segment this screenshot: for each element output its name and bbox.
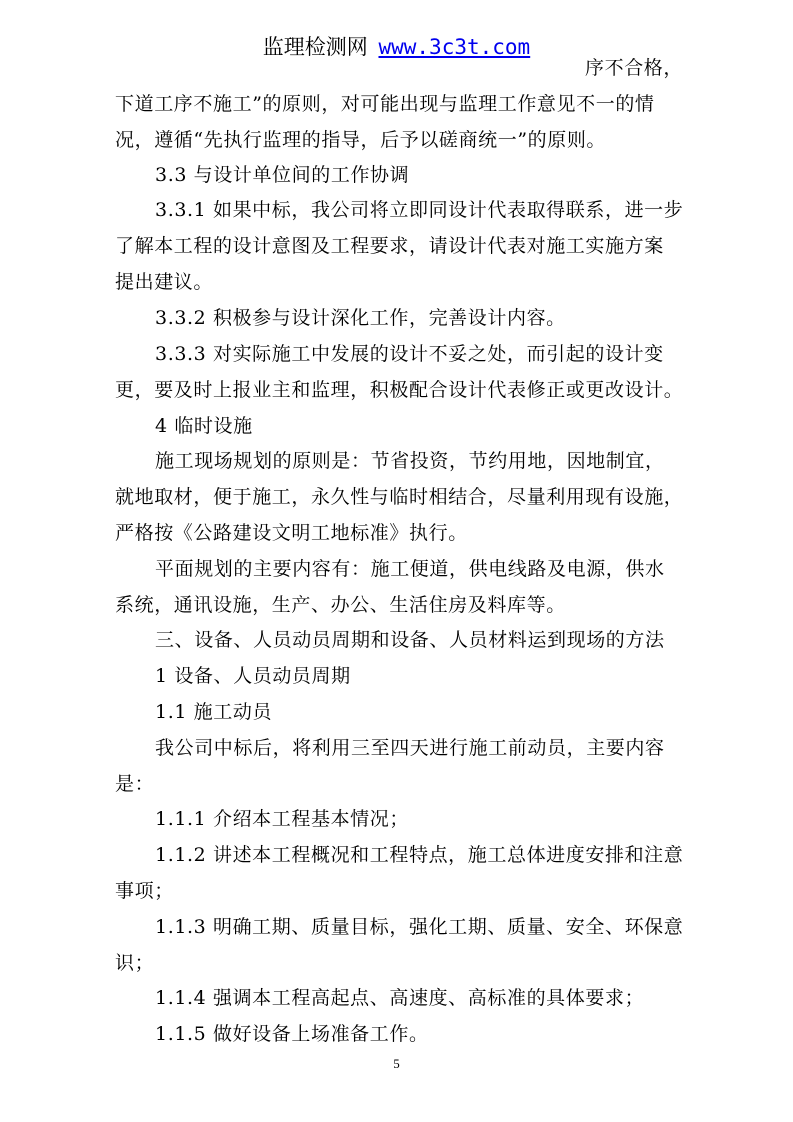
text-line: 严格按《公路建设文明工地标准》执行。 (115, 522, 468, 544)
text-line: 更，要及时上报业主和监理，积极配合设计代表修正或更改设计。 (115, 379, 684, 401)
text-line: 是： (115, 773, 155, 795)
text-line: 就地取材，便于施工，永久性与临时相结合，尽量利用现有设施， (115, 486, 684, 508)
section-heading: 1 设备、人员动员周期 (155, 665, 351, 687)
text-line: 下道工序不施工”的原则，对可能出现与监理工作意见不一的情 (115, 93, 655, 115)
section-heading: 4 临时设施 (155, 415, 253, 437)
text-line: 1.1.5 做好设备上场准备工作。 (155, 1023, 429, 1045)
text-line: 1.1.4 强调本工程高起点、高速度、高标准的具体要求； (155, 987, 645, 1009)
text-line: 1.1.3 明确工期、质量目标，强化工期、质量、安全、环保意 (155, 916, 684, 938)
text-line: 1.1.2 讲述本工程概况和工程特点，施工总体进度安排和注意 (155, 844, 684, 866)
text-line: 事项； (115, 880, 174, 902)
text-line: 3.3.2 积极参与设计深化工作，完善设计内容。 (155, 307, 566, 329)
text-line: 3.3.3 对实际施工中发展的设计不妥之处，而引起的设计变 (155, 343, 664, 365)
chapter-heading: 三、设备、人员动员周期和设备、人员材料运到现场的方法 (155, 629, 665, 651)
section-heading: 3.3 与设计单位间的工作协调 (155, 164, 410, 186)
text-line: 1.1.1 介绍本工程基本情况； (155, 808, 409, 830)
text-line: 系统，通讯设施，生产、办公、生活住房及料库等。 (115, 594, 566, 616)
text-line: 提出建议。 (115, 271, 214, 293)
text-line: 我公司中标后，将利用三至四天进行施工前动员，主要内容 (155, 737, 665, 759)
text-line: 3.3.1 如果中标，我公司将立即同设计代表取得联系，进一步 (155, 199, 684, 221)
section-heading: 1.1 施工动员 (155, 701, 273, 723)
text-line: 了解本工程的设计意图及工程要求，请设计代表对施工实施方案 (115, 235, 664, 257)
text-line: 施工现场规划的原则是：节省投资，节约用地，因地制宜， (155, 450, 665, 472)
page-number: 5 (393, 1056, 400, 1071)
text-line: 况，遵循“先执行监理的指导，后予以磋商统一”的原则。 (115, 129, 607, 151)
text-line: 识； (115, 952, 155, 974)
text-line: 序不合格， (585, 57, 684, 79)
text-line: 平面规划的主要内容有：施工便道，供电线路及电源，供水 (155, 558, 665, 580)
site-name: 监理检测网 (262, 35, 368, 59)
site-url-link[interactable]: www.3c3t.com (378, 35, 531, 59)
